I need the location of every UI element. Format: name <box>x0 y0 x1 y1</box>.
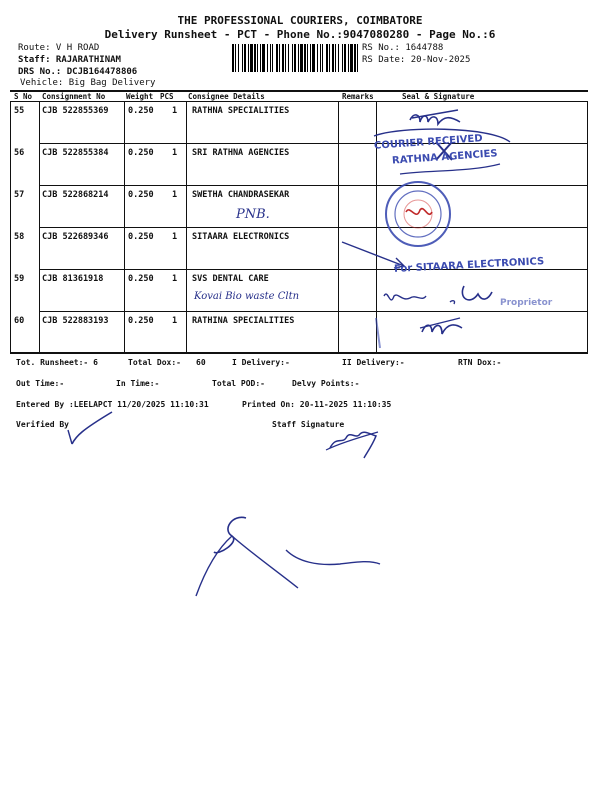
row-sno: 59 <box>14 274 25 284</box>
row-sno: 60 <box>14 316 25 326</box>
stamp-proprietor: Proprietor <box>500 298 553 308</box>
stamp-agencies: RATHNA AGENCIES <box>391 148 498 167</box>
printed-on: Printed On: 20-11-2025 11:10:35 <box>242 400 392 409</box>
row-pcs: 1 <box>172 232 178 242</box>
in-time: In Time:- <box>116 379 160 388</box>
staff-label: Staff: RAJARATHINAM <box>18 55 121 65</box>
entered-by: Entered By :LEELAPCT 11/20/2025 11:10:31 <box>16 400 209 409</box>
row-consignee: RATHNA SPECIALITIES <box>192 106 290 116</box>
row-consignee: SVS DENTAL CARE <box>192 274 269 284</box>
out-time: Out Time:- <box>16 379 65 388</box>
row-pcs: 1 <box>172 148 178 158</box>
rtn-dox: RTN Dox:- <box>458 358 502 367</box>
runsheet-subtitle: Delivery Runsheet - PCT - Phone No.:9047080280 - Page No.:6 <box>104 28 496 41</box>
vehicle-label: Vehicle: Big Bag Delivery <box>20 78 156 88</box>
col-consignment: Consignment No <box>42 92 106 101</box>
col-seal: Seal & Signature <box>402 92 475 101</box>
row-sno: 55 <box>14 106 25 116</box>
col-remarks: Remarks <box>342 92 374 101</box>
row-weight: 0.250 <box>128 232 154 242</box>
total-dox-label: Total Dox:- <box>128 358 181 367</box>
row-weight: 0.250 <box>128 190 154 200</box>
stamp-sitaara: For SITAARA ELECTRONICS <box>393 256 545 275</box>
row-consignment: CJB 522855369 <box>42 106 109 116</box>
col-pcs: PCS <box>160 92 174 101</box>
row-weight: 0.250 <box>128 274 154 284</box>
row-consignment: CJB 522883193 <box>42 316 109 326</box>
col-consignee: Consignee Details <box>188 92 265 101</box>
row-consignment: CJB 522855384 <box>42 148 109 158</box>
ii-delivery: II Delivery:- <box>342 358 405 367</box>
row-consignee: SWETHA CHANDRASEKAR <box>192 190 290 200</box>
tot-runsheet: Tot. Runsheet:- 6 <box>16 358 98 367</box>
handwritten-note: PNB. <box>236 207 270 222</box>
row-weight: 0.250 <box>128 148 154 158</box>
row-consignment: CJB 522689346 <box>42 232 109 242</box>
row-sno: 57 <box>14 190 25 200</box>
col-weight: Weight <box>126 92 154 101</box>
row-weight: 0.250 <box>128 316 154 326</box>
rs-number: RS No.: 1644788 <box>362 43 444 53</box>
row-pcs: 1 <box>172 316 178 326</box>
total-pod: Total POD:- <box>212 379 265 388</box>
row-consignee: SRI RATHNA AGENCIES <box>192 148 290 158</box>
delvy-points: Delvy Points:- <box>292 379 360 388</box>
row-pcs: 1 <box>172 274 178 284</box>
total-dox-value: 60 <box>196 358 206 367</box>
row-consignee: SITAARA ELECTRONICS <box>192 232 290 242</box>
row-sno: 58 <box>14 232 25 242</box>
stamp-courier-received: COURIER RECEIVED <box>373 133 483 152</box>
handwritten-marks <box>0 400 600 620</box>
i-delivery: I Delivery:- <box>232 358 290 367</box>
row-pcs: 1 <box>172 106 178 116</box>
handwritten-note: Kovai Bio waste Cltn <box>194 291 300 302</box>
row-weight: 0.250 <box>128 106 154 116</box>
drs-label: DRS No.: DCJB164478806 <box>18 67 138 77</box>
rs-date: RS Date: 20-Nov-2025 <box>362 55 471 65</box>
route-label: Route: V H ROAD <box>18 43 100 53</box>
staff-signature: Staff Signature <box>272 420 345 429</box>
row-consignee: RATHINA SPECIALITIES <box>192 316 295 326</box>
barcode <box>232 44 358 72</box>
row-sno: 56 <box>14 148 25 158</box>
row-pcs: 1 <box>172 190 178 200</box>
company-title: THE PROFESSIONAL COURIERS, COIMBATORE <box>177 14 423 27</box>
col-sno: S No <box>14 92 33 101</box>
row-consignment: CJB 81361918 <box>42 274 104 284</box>
row-consignment: CJB 522868214 <box>42 190 109 200</box>
verified-by: Verified By <box>16 420 69 429</box>
